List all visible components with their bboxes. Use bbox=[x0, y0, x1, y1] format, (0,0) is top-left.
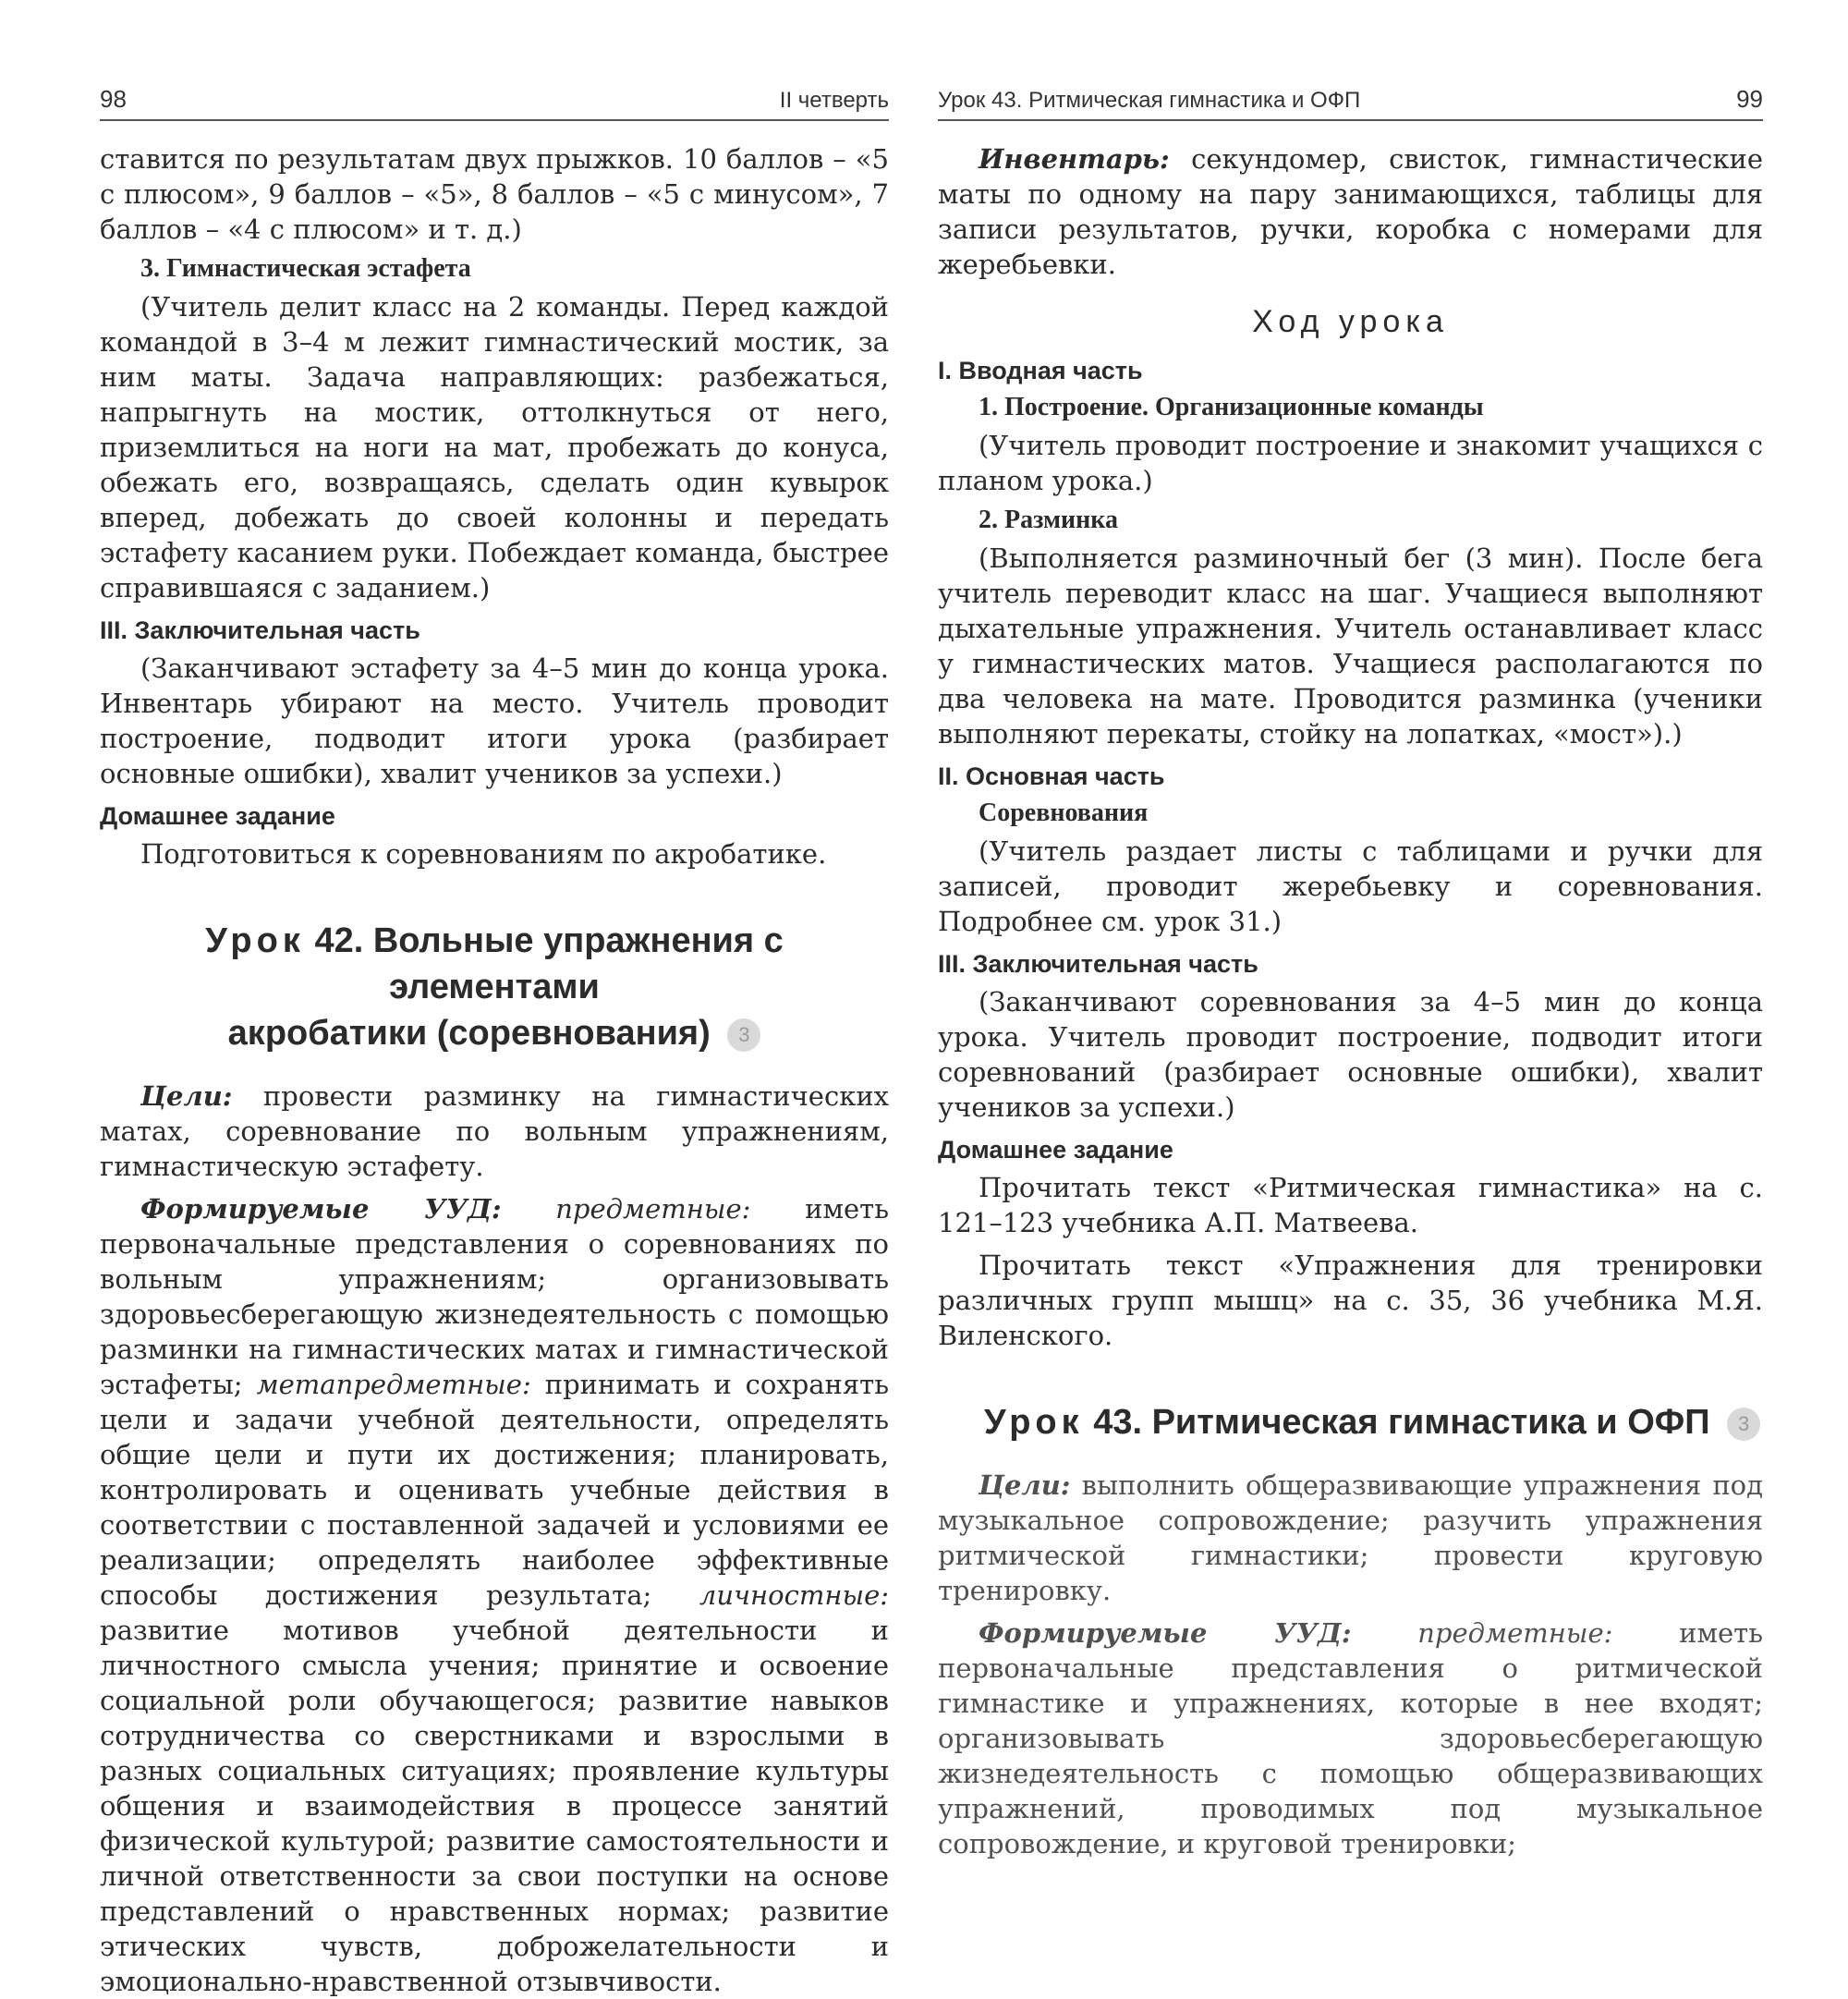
subject-text: иметь первоначальные представления о соревнованиях по вольным упражнениям; организовывать здоровьесберегающую жизнедеятельность с помощью разминки на гимнастических матах и гимнастической эстафеты; bbox=[100, 1193, 889, 1400]
continuation-text: ставится по результатам двух прыжков. 10 баллов – «5 с плюсом», 9 баллов – «5», 8 баллов – «5 с минусом», 7 баллов – «4 с плюсом» и т. д.) bbox=[100, 143, 889, 245]
step-1-heading: 1. Построение. Организационные команды bbox=[979, 393, 1484, 421]
lesson-42-title bbox=[100, 918, 889, 1056]
lesson-progress-heading: Ход урока bbox=[1252, 304, 1449, 339]
right-running-title: Урок 43. Ритмическая гимнастика и ОФП bbox=[938, 88, 1361, 113]
right-running-header bbox=[938, 85, 1763, 121]
main-part-heading: II. Основная часть bbox=[938, 762, 1165, 790]
lesson-42-uud bbox=[100, 1191, 889, 1999]
goals-text: провести разминку на гимнастических матах, соревнование по вольным упражнениям, гимнастическую эстафету. bbox=[100, 1080, 890, 1182]
final-part-text-right: (Заканчивают соревнования за 4–5 мин до конца урока. Учитель проводит построение, подводит итоги соревнований (разбирает основные ошибки), хвалит учеников за успехи.) bbox=[938, 986, 1763, 1123]
right-page bbox=[919, 0, 1848, 1859]
personal-label: личностные: bbox=[699, 1579, 890, 1611]
goals-label: Цели: bbox=[979, 1469, 1071, 1501]
lesson-mark-icon: 3 bbox=[1727, 1408, 1760, 1441]
uud-label: Формируемые УУД: bbox=[979, 1617, 1352, 1649]
homework-text-1: Прочитать текст «Ритмическая гимнастика» на с. 121–123 учебника А.П. Матвеева. bbox=[938, 1172, 1763, 1238]
step-1-text: (Учитель проводит построение и знакомит учащихся с планом урока.) bbox=[938, 430, 1763, 496]
uud-label: Формируемые УУД: bbox=[140, 1193, 502, 1225]
relay-text: (Учитель делит класс на 2 команды. Перед каждой командой в 3–4 м лежит гимнастический мостик, за ним маты. Задача направляющих: разбежаться, напрыгнуть на мостик, оттолкнуться от него, приземлиться на ноги на мат, пробежать до конуса, обежать его, возвращаясь, сделать один кувырок вперед, добежать до своей колонны и передать эстафету касанием руки. Побеждает команда, быстрее справившаяся с заданием.) bbox=[100, 291, 889, 603]
lesson-42-word: Урок bbox=[205, 921, 305, 960]
left-running-title: II четверть bbox=[779, 88, 889, 113]
relay-heading: 3. Гимнастическая эстафета bbox=[140, 254, 471, 283]
lesson-42-goals bbox=[100, 1079, 889, 1184]
meta-label: метапредметные: bbox=[256, 1369, 531, 1400]
lesson-43-goals bbox=[938, 1468, 1763, 1608]
lesson-43-uud bbox=[938, 1615, 1763, 1861]
final-part-heading-right: III. Заключительная часть bbox=[938, 950, 1258, 978]
homework-heading-left: Домашнее задание bbox=[100, 802, 335, 830]
left-page-number: 98 bbox=[100, 85, 127, 113]
goals-label: Цели: bbox=[140, 1080, 233, 1112]
personal-text: развитие мотивов учебной деятельности и личностного смысла учения; принятие и освоение социальной роли обучающегося; развитие навыков сотрудничества со сверстниками и взрослыми в разных социальных ситуациях; проявление культуры общения и взаимодействия в процессе занятий физической культурой; развитие самостоятельности и личной ответственности за свои поступки на основе представлений о нравственных нормах; развитие этических чувств, доброжелательности и эмоционально-нравственной отзывчивости. bbox=[100, 1615, 889, 1997]
lesson-42-title-line2: акробатики (соревнования) bbox=[227, 1014, 711, 1053]
goals-text: выполнить общеразвивающие упражнения под музыкальное сопровождение; разучить упражнения ритмической гимнастики; провести круговую тренировку. bbox=[938, 1469, 1763, 1606]
competition-text: (Учитель раздает листы с таблицами и ручки для записей, проводит жеребьевку и соревнования. Подробнее см. урок 31.) bbox=[938, 835, 1763, 937]
homework-heading-right: Домашнее задание bbox=[938, 1136, 1173, 1164]
subject-label: предметные: bbox=[555, 1193, 751, 1225]
inventory-text: секундомер, свисток, гимнастические маты по одному на пару занимающихся, таблицы для записи результатов, ручки, коробка с номерами для жеребьевки. bbox=[938, 143, 1763, 280]
homework-text-left: Подготовиться к соревнованиям по акробатике. bbox=[140, 838, 827, 870]
competition-heading: Соревнования bbox=[979, 798, 1149, 827]
lesson-42-number-title: 42. Вольные упражнения с элементами bbox=[314, 921, 784, 1006]
meta-text: принимать и сохранять цели и задачи учебной деятельности, определять общие цели и пути их достижения; планировать, контролировать и оценивать учебные действия в соответствии с поставленной задачей и условиями ее реализации; определять наиболее эффективные способы достижения результата; bbox=[100, 1369, 890, 1611]
left-page bbox=[0, 0, 915, 1997]
inventory-label: Инвентарь: bbox=[979, 143, 1170, 175]
step-2-text: (Выполняется разминочный бег (3 мин). После бега учитель переводит класс на шаг. Учащиеся выполняют дыхательные упражнения. Учитель останавливает класс у гимнастических матов. Учащиеся располагаются по два человека на мате. Проводится разминка (ученики выполняют перекаты, стойку на лопатках, «мост»).) bbox=[938, 542, 1763, 750]
intro-part-heading: I. Вводная часть bbox=[938, 357, 1143, 384]
left-running-header bbox=[100, 85, 889, 121]
final-part-text-left: (Заканчивают эстафету за 4–5 мин до конца урока. Инвентарь убирают на место. Учитель проводит построение, подводит итоги урока (разбирает основные ошибки), хвалит учеников за успехи.) bbox=[100, 652, 889, 789]
subject-text: иметь первоначальные представления о ритмической гимнастике и упражнениях, которые в нее входят; организовывать здоровьесберегающую жизнедеятельность с помощью общеразвивающих упражнений, проводимых под музыкальное сопровождение, и круговой тренировки; bbox=[938, 1617, 1763, 1859]
homework-text-2: Прочитать текст «Упражнения для тренировки различных групп мышц» на с. 35, 36 учебника М.Я. Виленского. bbox=[938, 1249, 1763, 1351]
final-part-heading-left: III. Заключительная часть bbox=[100, 616, 420, 644]
lesson-mark-icon: 3 bbox=[727, 1018, 760, 1052]
lesson-43-title bbox=[984, 1399, 1763, 1445]
step-2-heading: 2. Разминка bbox=[979, 506, 1119, 534]
lesson-43-word: Урок bbox=[984, 1403, 1084, 1442]
subject-label: предметные: bbox=[1417, 1617, 1613, 1649]
right-page-number: 99 bbox=[1736, 85, 1763, 113]
lesson-43-number-title: 43. Ритмическая гимнастика и ОФП bbox=[1093, 1403, 1710, 1442]
inventory bbox=[938, 141, 1763, 282]
